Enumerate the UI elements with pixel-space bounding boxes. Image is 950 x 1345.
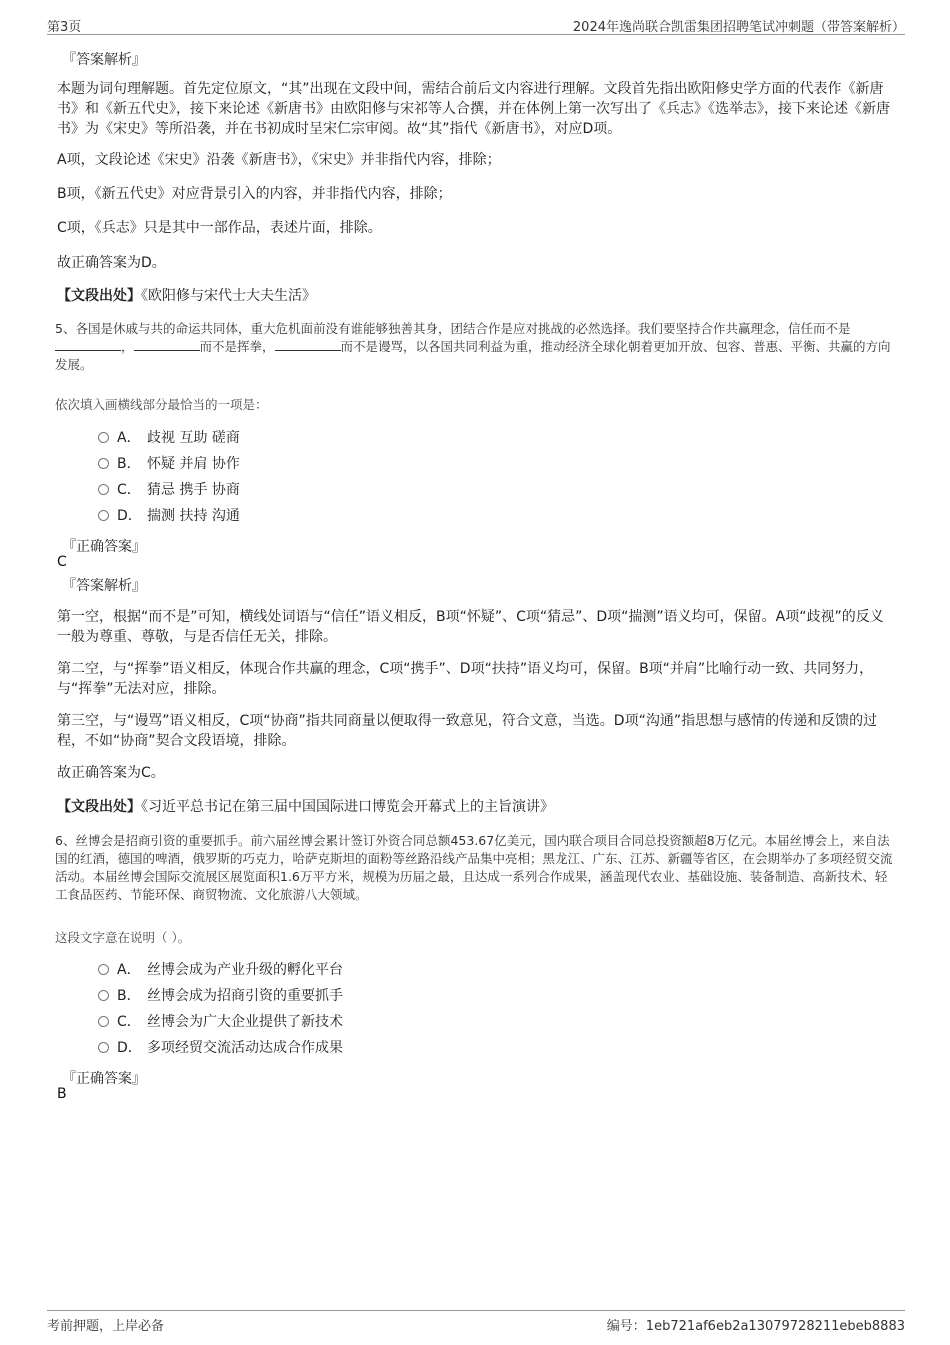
radio-icon[interactable] (98, 1042, 109, 1053)
q6-answer: B (57, 1086, 67, 1102)
blank-3 (275, 338, 341, 351)
q5-prompt: 依次填入画横线部分最恰当的一项是： (55, 397, 268, 412)
source-text: 《欧阳修与宋代士大夫生活》 (141, 288, 316, 304)
q5-option-c[interactable]: C． 猜忌 携手 协商 (98, 480, 240, 500)
q5-analysis-paragraph: 第二空，与“挥拳”语义相反，体现合作共赢的理念，C项“携手”、D项“扶持”语义均可，保留。B项“并肩”比喻行动一致、共同努力，与“挥拳”无法对应，排除。 (57, 661, 874, 697)
q5-conclusion: 故正确答案为C。 (57, 765, 165, 781)
page-header (47, 14, 905, 35)
q5-stem: 5、各国是休戚与共的命运共同体，重大危机面前没有谁能够独善其身，团结合作是应对挑战的必然选择。我们要坚持合作共赢理念，信任而不是， 而不是挥拳， 而不是谩骂，以各国共同利益为重，推动经济全球化朝着更加开放、包容、普惠、平衡、共赢的方向发展。 (55, 321, 891, 372)
q4-analysis-paragraph: 本题为词句理解题。首先定位原文，“其”出现在文段中间，需结合前后文内容进行理解。文段首先指出欧阳修史学方面的代表作《新唐书》和《新五代史》，接下来论述《新唐书》由欧阳修与宋祁等人合撰，并在体例上第一次写出了《兵志》《选举志》，接下来论述《新唐书》为《宋史》等所沿袭，并在书初成时呈宋仁宗审阅。故“其”指代《新唐书》，对应D项。 (57, 81, 890, 137)
radio-icon[interactable] (98, 432, 109, 443)
q6-option-b[interactable]: B． 丝博会成为招商引资的重要抓手 (98, 986, 343, 1006)
q5-option-d[interactable]: D． 揣测 扶持 沟通 (98, 506, 240, 526)
q5-analysis-paragraph: 第三空，与“谩骂”语义相反，C项“协商”指共同商量以便取得一致意见，符合文意，当选。D项“沟通”指思想与感情的传递和反馈的过程，不如“协商”契合文段语境，排除。 (57, 713, 878, 749)
q4-analysis-paragraph: C项，《兵志》只是其中一部作品，表述片面，排除。 (57, 220, 382, 236)
source-label: 【文段出处】 (57, 799, 141, 815)
page-number: 第3页 (47, 20, 82, 35)
source-label: 【文段出处】 (57, 288, 141, 304)
q5-answer: C (57, 554, 67, 570)
q6-option-a[interactable]: A． 丝博会成为产业升级的孵化平台 (98, 960, 343, 980)
q4-analysis-paragraph: B项，《新五代史》对应背景引入的内容，并非指代内容，排除； (57, 186, 452, 202)
source-text: 《习近平总书记在第三届中国国际进口博览会开幕式上的主旨演讲》 (141, 799, 554, 815)
q4-conclusion: 故正确答案为D。 (57, 255, 166, 271)
q6-stem: 6、丝博会是招商引资的重要抓手。前六届丝博会累计签订外资合同总额453.67亿美元，国内联合项目合同总投资额超8万亿元。本届丝博会上，来自法国的红酒，德国的啤酒，俄罗斯的巧克力，哈萨克斯坦的面粉等丝路沿线产品集中亮相；黑龙江、广东、江苏、新疆等省区，在会期举办了多项经贸交流活动。本届丝博会国际交流展区展览面积1.6万平方米，规模为历届之最，且达成一系列合作成果，涵盖现代农业、基础设施、装备制造、高新技术、轻工食品医药、节能环保、商贸物流、文化旅游八大领域。 (55, 833, 893, 902)
radio-icon[interactable] (98, 484, 109, 495)
q4-source (57, 285, 316, 305)
q6-option-d[interactable]: D． 多项经贸交流活动达成合作成果 (98, 1038, 343, 1058)
q5-option-a[interactable]: A． 歧视 互助 磋商 (98, 428, 240, 448)
q4-analysis-label: 『答案解析』 (62, 52, 146, 68)
document-title: 2024年逸尚联合凯雷集团招聘笔试冲刺题（带答案解析） (572, 20, 905, 35)
q5-source (57, 796, 554, 816)
q5-analysis-label: 『答案解析』 (62, 578, 146, 594)
q5-option-b[interactable]: B． 怀疑 并肩 协作 (98, 454, 240, 474)
q5-analysis-paragraph: 第一空，根据“而不是”可知，横线处词语与“信任”语义相反，B项“怀疑”、C项“猜忌”、D项“揣测”语义均可，保留。A项“歧视”的反义一般为尊重、尊敬，与是否信任无关，排除。 (57, 609, 884, 645)
q5-answer-label: 『正确答案』 (62, 539, 146, 555)
q6-option-c[interactable]: C． 丝博会为广大企业提供了新技术 (98, 1012, 343, 1032)
blank-2 (134, 338, 200, 351)
blank-1 (55, 338, 121, 351)
radio-icon[interactable] (98, 964, 109, 975)
document-code: 编号：1eb721af6eb2a13079728211ebeb8883 (606, 1319, 905, 1334)
footer-slogan: 考前押题，上岸必备 (47, 1319, 165, 1334)
q6-prompt: 这段文字意在说明（ ）。 (55, 930, 191, 945)
page-footer (47, 1310, 905, 1335)
radio-icon[interactable] (98, 990, 109, 1001)
radio-icon[interactable] (98, 1016, 109, 1027)
radio-icon[interactable] (98, 458, 109, 469)
q6-answer-label: 『正确答案』 (62, 1071, 146, 1087)
radio-icon[interactable] (98, 510, 109, 521)
q4-analysis-paragraph: A项，文段论述《宋史》沿袭《新唐书》，《宋史》并非指代内容，排除； (57, 152, 501, 168)
